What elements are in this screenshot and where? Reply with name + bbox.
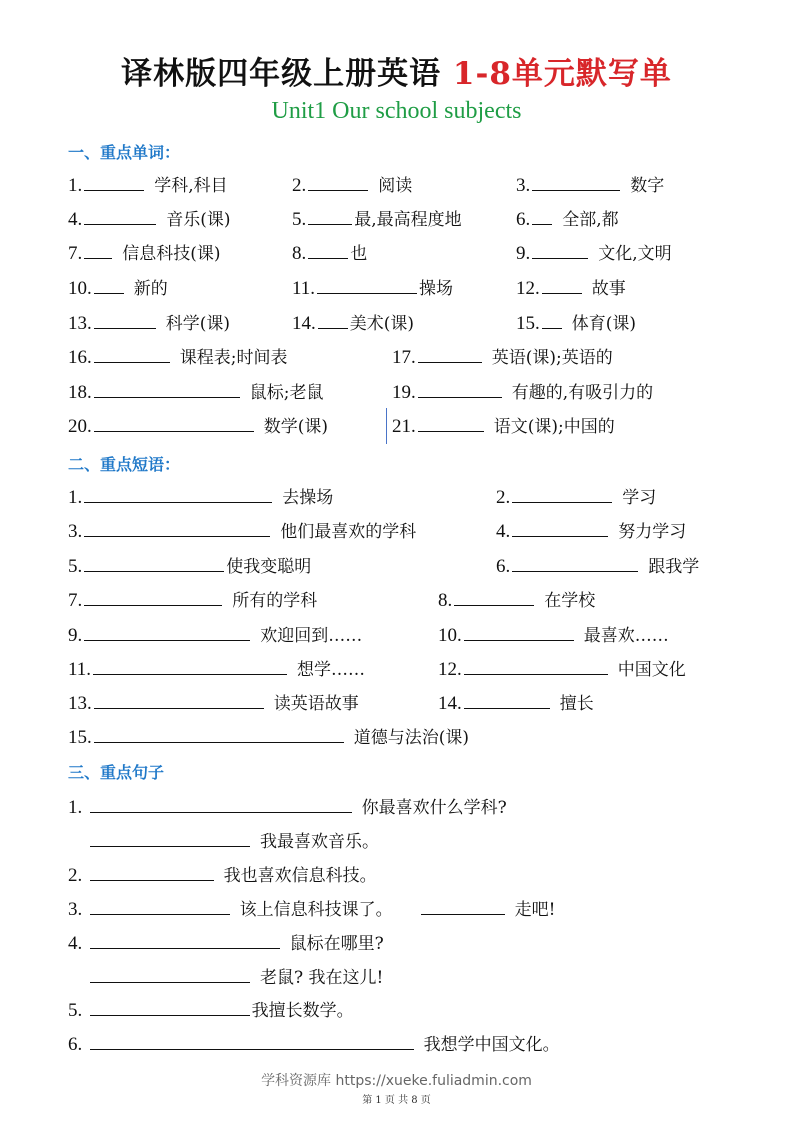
word-item: 20. 数学(课) (68, 416, 329, 437)
answer-blank[interactable] (532, 208, 552, 225)
answer-blank[interactable] (542, 277, 582, 294)
page-number: 第 1 页 共 8 页 (362, 1095, 431, 1106)
answer-blank[interactable] (421, 898, 505, 915)
word-item: 5. 最,最高程度地 (292, 209, 462, 230)
footer-source: 学科资源库 https://xueke.fuliadmin.com (261, 1073, 532, 1089)
section-words-heading: 一、重点单词： (68, 143, 181, 162)
sentence-item: 我最喜欢音乐。 (88, 830, 379, 853)
answer-blank[interactable] (93, 658, 287, 675)
word-item: 11. 操场 (292, 278, 454, 299)
answer-blank[interactable] (532, 242, 588, 259)
sentence-item: 老鼠? 我在这儿! (88, 966, 383, 989)
section-sentences-heading: 三、重点句子 (68, 763, 165, 782)
phrase-item: 13. 读英语故事 (68, 693, 359, 714)
answer-blank[interactable] (512, 555, 638, 572)
answer-blank[interactable] (84, 589, 222, 606)
answer-blank[interactable] (84, 208, 156, 225)
answer-blank[interactable] (84, 520, 270, 537)
answer-blank[interactable] (90, 898, 230, 915)
word-item: 17. 英语(课);英语的 (392, 347, 613, 368)
sentence-item: 1. 你最喜欢什么学科? (68, 797, 507, 818)
unit-subtitle: Unit1 Our school subjects (271, 98, 522, 124)
word-item: 12. 故事 (516, 278, 626, 299)
phrase-item: 14. 擅长 (438, 693, 594, 714)
phrase-item: 1. 去操场 (68, 487, 334, 508)
phrase-item: 12. 中国文化 (438, 659, 686, 680)
answer-blank[interactable] (308, 208, 352, 225)
word-item: 10. 新的 (68, 278, 168, 299)
answer-blank[interactable] (418, 346, 482, 363)
phrase-item: 5. 使我变聪明 (68, 556, 312, 577)
phrase-item: 15. 道德与法治(课) (68, 727, 470, 748)
answer-blank[interactable] (90, 864, 214, 881)
title-main: 译林版四年级上册英语 (121, 56, 442, 92)
answer-blank[interactable] (90, 932, 280, 949)
answer-blank[interactable] (532, 174, 620, 191)
answer-blank[interactable] (94, 692, 264, 709)
answer-blank[interactable] (84, 624, 250, 641)
answer-blank[interactable] (84, 242, 112, 259)
answer-blank[interactable] (84, 486, 272, 503)
answer-blank[interactable] (454, 589, 534, 606)
word-item: 18. 鼠标;老鼠 (68, 382, 324, 403)
answer-blank[interactable] (464, 624, 574, 641)
sentence-item: 5. 我擅长数学。 (68, 1000, 354, 1021)
phrase-item: 3. 他们最喜欢的学科 (68, 521, 417, 542)
word-item: 16. 课程表;时间表 (68, 347, 288, 368)
answer-blank[interactable] (308, 242, 348, 259)
word-item: 8. 也 (292, 243, 368, 264)
answer-blank[interactable] (464, 692, 550, 709)
column-divider (386, 408, 387, 444)
answer-blank[interactable] (317, 277, 417, 294)
answer-blank[interactable] (90, 999, 250, 1016)
word-item: 7. 信息科技(课) (68, 243, 221, 264)
sentence-item: 6. 我想学中国文化。 (68, 1034, 560, 1055)
answer-blank[interactable] (94, 346, 170, 363)
answer-blank[interactable] (90, 796, 352, 813)
word-item: 19. 有趣的,有吸引力的 (392, 382, 654, 403)
answer-blank[interactable] (94, 381, 240, 398)
word-item: 14. 美术(课) (292, 313, 415, 334)
phrase-item: 6. 跟我学 (496, 556, 700, 577)
word-item: 4. 音乐(课) (68, 209, 231, 230)
word-item: 15. 体育(课) (516, 313, 637, 334)
answer-blank[interactable] (84, 174, 144, 191)
answer-blank[interactable] (94, 277, 124, 294)
answer-blank[interactable] (94, 312, 156, 329)
word-item: 6. 全部,都 (516, 209, 619, 230)
phrase-item: 7. 所有的学科 (68, 590, 318, 611)
answer-blank[interactable] (94, 726, 344, 743)
answer-blank[interactable] (318, 312, 348, 329)
answer-blank[interactable] (512, 520, 608, 537)
answer-blank[interactable] (94, 415, 254, 432)
sentence-item: 4. 鼠标在哪里? (68, 933, 384, 954)
answer-blank[interactable] (90, 830, 250, 847)
phrase-item: 8. 在学校 (438, 590, 596, 611)
phrase-item: 11. 想学…… (68, 659, 366, 680)
answer-blank[interactable] (90, 1033, 414, 1050)
word-item: 9. 文化,文明 (516, 243, 672, 264)
page-title (0, 48, 793, 93)
phrase-item: 10. 最喜欢…… (438, 625, 669, 646)
answer-blank[interactable] (418, 381, 502, 398)
answer-blank[interactable] (542, 312, 562, 329)
word-item: 21. 语文(课);中国的 (392, 416, 615, 437)
phrase-item: 4. 努力学习 (496, 521, 687, 542)
answer-blank[interactable] (90, 966, 250, 983)
sentence-item: 2. 我也喜欢信息科技。 (68, 865, 377, 886)
word-item: 2. 阅读 (292, 175, 413, 196)
answer-blank[interactable] (464, 658, 608, 675)
answer-blank[interactable] (308, 174, 368, 191)
word-item: 3. 数字 (516, 175, 665, 196)
section-phrases-heading: 二、重点短语： (68, 455, 181, 474)
title-range: 1-8单元默写单 (452, 56, 672, 92)
answer-blank[interactable] (512, 486, 612, 503)
sentence-item: 3. 该上信息科技课了。 走吧! (68, 899, 556, 920)
word-item: 1. 学科,科目 (68, 175, 228, 196)
phrase-item: 2. 学习 (496, 487, 657, 508)
answer-blank[interactable] (418, 415, 484, 432)
word-item: 13. 科学(课) (68, 313, 231, 334)
phrase-item: 9. 欢迎回到…… (68, 625, 363, 646)
answer-blank[interactable] (84, 555, 224, 572)
